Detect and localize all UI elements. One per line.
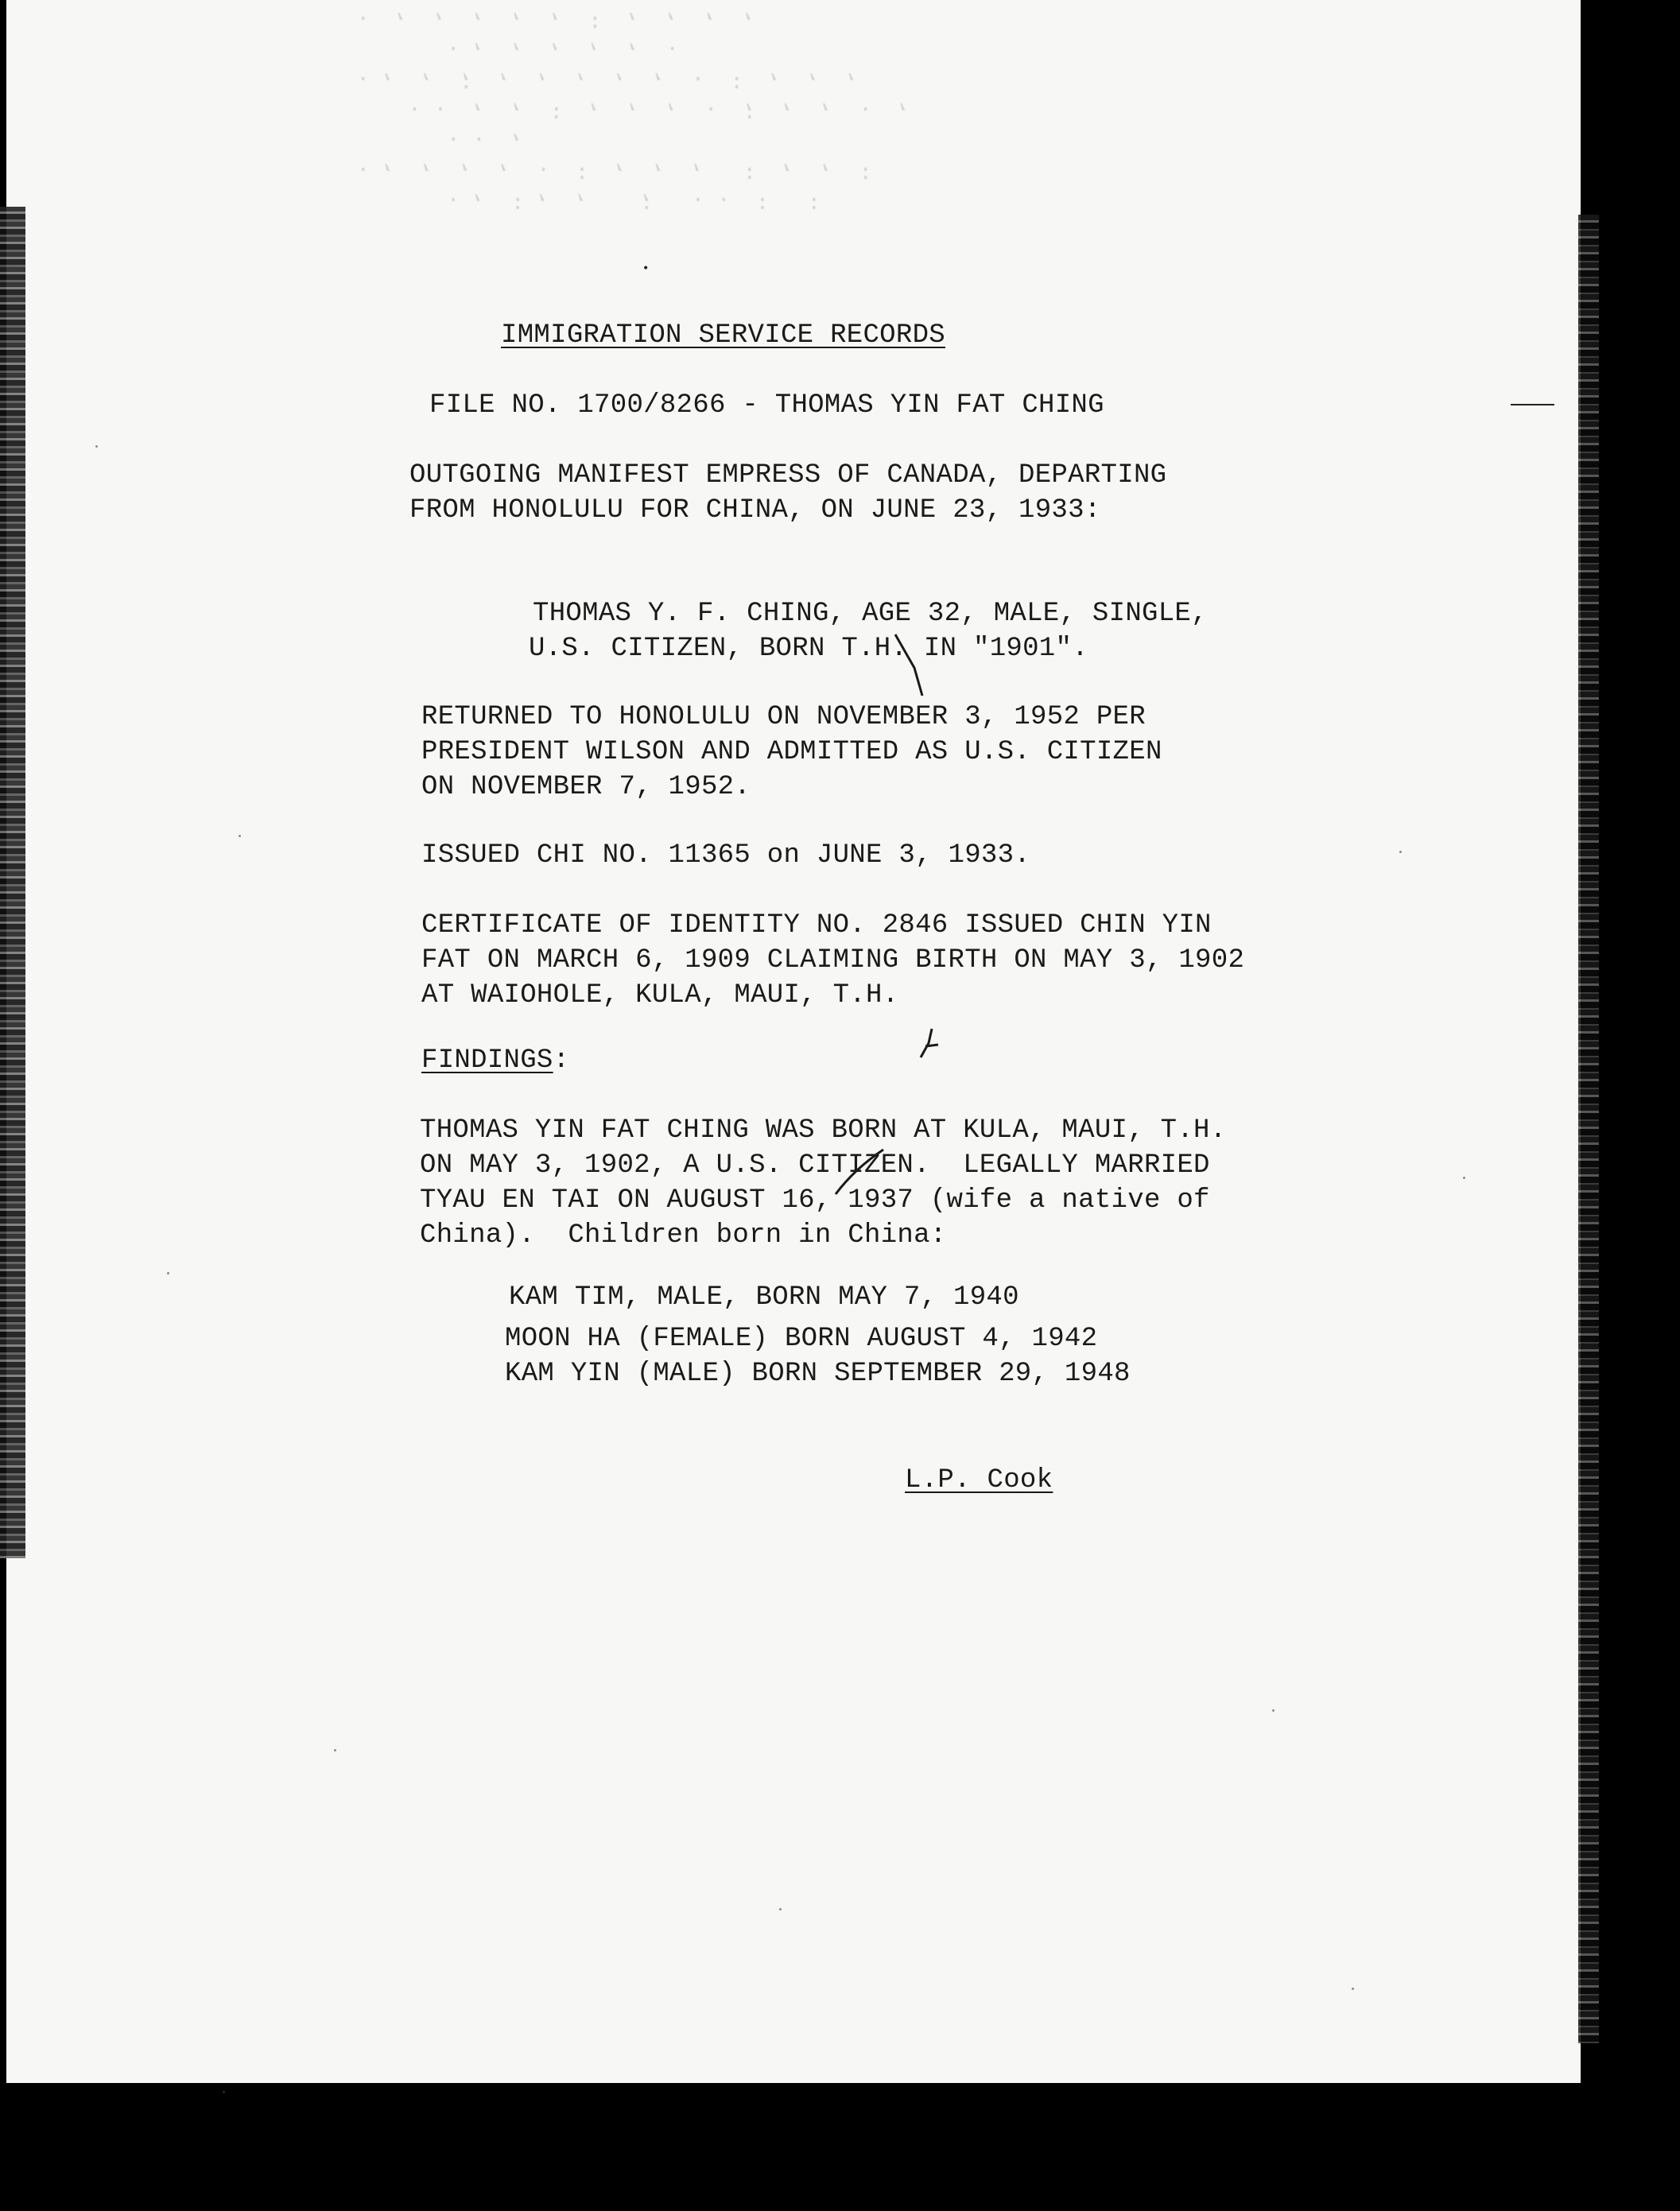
handwritten-slash-mark (831, 1145, 887, 1201)
noise-speck (239, 835, 241, 837)
findings-line-4: China). Children born in China: (420, 1220, 947, 1251)
findings-heading (421, 1043, 569, 1078)
noise-speck (779, 1908, 782, 1910)
findings-heading-colon: : (553, 1045, 570, 1076)
noise-speck (334, 1749, 336, 1751)
passenger-line-2: U.S. CITIZEN, BORN T.H. IN "1901". (529, 634, 1088, 664)
file-number-line: FILE NO. 1700/8266 - THOMAS YIN FAT CHING (429, 390, 1104, 421)
signature: L.P. Cook (905, 1465, 1053, 1495)
certificate-line-2: FAT ON MARCH 6, 1909 CLAIMING BIRTH ON MAY 3, 1902 (421, 945, 1245, 976)
passenger-line-1: THOMAS Y. F. CHING, AGE 32, MALE, SINGLE, (533, 599, 1208, 629)
findings-heading-text: FINDINGS (421, 1045, 553, 1076)
child-line-1: KAM TIM, MALE, BORN MAY 7, 1940 (509, 1282, 1019, 1313)
noise-speck (1272, 1709, 1275, 1712)
certificate-line-3: AT WAIOHOLE, KULA, MAUI, T.H. (421, 980, 899, 1010)
returned-line-1: RETURNED TO HONOLULU ON NOVEMBER 3, 1952 PER (421, 702, 1146, 732)
certificate-line-1: CERTIFICATE OF IDENTITY NO. 2846 ISSUED CHIN YIN (421, 910, 1212, 941)
handwritten-check-mark (914, 1026, 946, 1065)
noise-speck (95, 445, 98, 448)
bleed-through-text: . , : , , ; . . : : . , , , , . : , , , : , , : . . , . . , , : , , , . ; , , . , . , , ; , , , , , . : , , , . , , , , , . . , , , , , : , , , , (318, 10, 911, 215)
child-line-2: MOON HA (FEMALE) BORN AUGUST 4, 1942 (505, 1324, 1098, 1354)
findings-line-2: ON MAY 3, 1902, A U.S. CITIZEN. LEGALLY MARRIED (420, 1150, 1210, 1181)
returned-line-2: PRESIDENT WILSON AND ADMITTED AS U.S. CITIZEN (421, 737, 1162, 767)
noise-speck (167, 1272, 169, 1274)
margin-dash (1511, 404, 1554, 405)
returned-line-3: ON NOVEMBER 7, 1952. (421, 772, 751, 802)
manifest-line-2: FROM HONOLULU FOR CHINA, ON JUNE 23, 1933: (409, 495, 1101, 526)
findings-line-3: TYAU EN TAI ON AUGUST 16, 1937 (wife a native of (420, 1185, 1210, 1216)
document-title: IMMIGRATION SERVICE RECORDS (501, 320, 945, 351)
noise-speck (1463, 1177, 1465, 1179)
manifest-line-1: OUTGOING MANIFEST EMPRESS OF CANADA, DEPARTING (409, 460, 1167, 491)
child-line-3: KAM YIN (MALE) BORN SEPTEMBER 29, 1948 (505, 1359, 1131, 1389)
noise-speck (1399, 851, 1402, 853)
stray-dot: • (642, 262, 650, 275)
chi-line: ISSUED CHI NO. 11365 on JUNE 3, 1933. (421, 840, 1031, 871)
findings-line-1: THOMAS YIN FAT CHING WAS BORN AT KULA, MAUI, T.H. (420, 1115, 1227, 1146)
handwritten-tick-mark (890, 628, 938, 700)
noise-speck (1352, 1988, 1354, 1990)
noise-speck (223, 2091, 225, 2093)
